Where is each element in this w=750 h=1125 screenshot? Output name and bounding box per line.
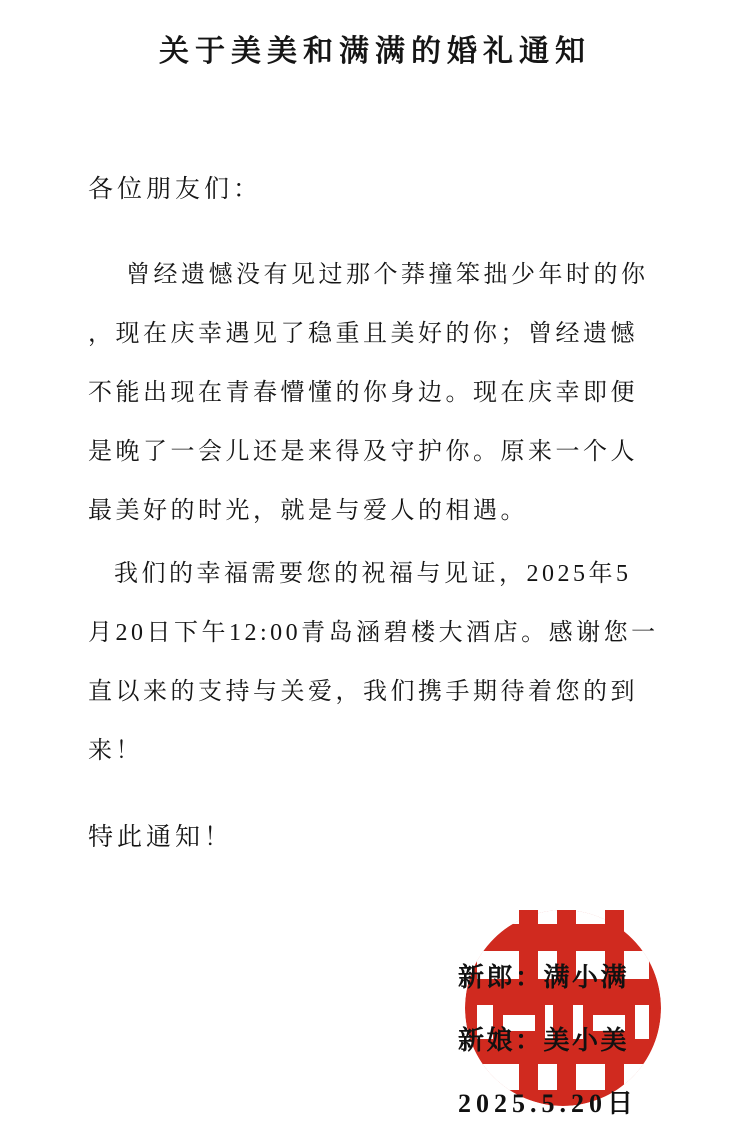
- paragraph-line: 曾经遗憾没有见过那个莽撞笨拙少年时的你: [126, 262, 649, 288]
- document-title: 关于美美和满满的婚礼通知: [159, 35, 591, 68]
- paragraph-1: [88, 246, 673, 541]
- paragraph-line: 我们的幸福需要您的祝福与见证，2025年5: [114, 561, 632, 587]
- paragraph-line: ，现在庆幸遇见了稳重且美好的你；曾经遗憾: [88, 321, 638, 347]
- paragraph-line: 最美好的时光，就是与爱人的相遇。: [88, 498, 528, 524]
- paragraph-line: 是晚了一会儿还是来得及守护你。原来一个人: [88, 439, 638, 465]
- paragraph-line: 来！: [88, 738, 143, 764]
- paragraph-line: 直以来的支持与关爱，我们携手期待着您的到: [88, 679, 638, 705]
- wedding-date: 2025.5.20日: [458, 1089, 639, 1118]
- groom-line: 新郎：满小满: [458, 963, 630, 992]
- salutation: 各位朋友们：: [88, 176, 263, 203]
- closing-note: 特此通知！: [88, 824, 234, 851]
- paragraph-line: 不能出现在青春懵懂的你身边。现在庆幸即便: [88, 380, 638, 406]
- bride-line: 新娘：美小美: [458, 1026, 630, 1055]
- paragraph-line: 月20日下午12:00青岛涵碧楼大酒店。感谢您一: [88, 620, 659, 646]
- signature-block: [458, 946, 638, 1125]
- paragraph-2: [88, 545, 673, 781]
